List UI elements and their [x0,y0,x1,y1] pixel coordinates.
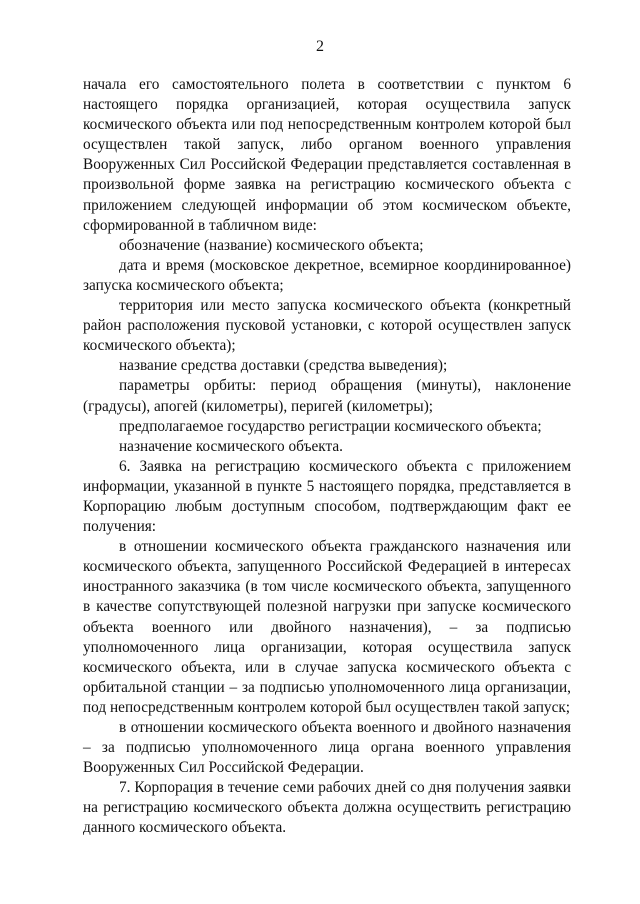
list-item-registration-state: предполагаемое государство регистрации космического объекта; [119,417,542,435]
paragraph-opening: начала его самостоятельного полета в соответствии с пунктом 6 настоящего порядка организацией, которая осуществила запуск космического объекта или под непосредственным контролем которой был осуществлен такой запуск, либо органом военного управления Вооруженных Сил Российской Федерации представляется составленная в произвольной форме заявка на регистрацию космического объекта с приложением следующей информации об этом космическом объекте, сформированной в табличном виде: [83,76,571,234]
page-number: 2 [316,38,324,55]
document-body [83,75,571,839]
paragraph-civil-objects: в отношении космического объекта гражданского назначения или космического объекта, запущенного Российской Федерацией в интересах иностранного заказчика (в том числе космического объекта, запущенного в качестве сопутствующей полезной нагрузки при запуске космического объекта военного или двойного назначения), – за подписью уполномоченного лица организации, которая осуществила запуск космического объекта, или в случае запуска космического объекта с орбитальной станции – за подписью уполномоченного лица организации, под непосредственным контролем которой был осуществлен такой запуск; [83,538,571,716]
list-item-launch-datetime: дата и время (московское декретное, всемирное координированное) запуска космического объекта; [83,256,571,294]
paragraph-clause-7: 7. Корпорация в течение семи рабочих дней со дня получения заявки на регистрацию космического объекта должна осуществить регистрацию данного космического объекта. [83,779,571,837]
list-item-designation: обозначение (название) космического объекта; [119,236,424,254]
list-item-orbit-parameters: параметры орбиты: период обращения (минуты), наклонение (градусы), апогей (километры), перигей (километры); [83,377,571,415]
list-item-launch-vehicle: название средства доставки (средства выведения); [119,357,448,375]
paragraph-clause-6: 6. Заявка на регистрацию космического объекта с приложением информации, указанной в пункте 5 настоящего порядка, представляется в Корпорацию любым доступным способом, подтверждающим факт ее получения: [83,457,571,536]
list-item-launch-territory: территория или место запуска космического объекта (конкретный район расположения пусковой установки, с которой осуществлен запуск космического объекта); [83,297,571,355]
paragraph-military-objects: в отношении космического объекта военного и двойного назначения – за подписью уполномоченного лица органа военного управления Вооруженных Сил Российской Федерации. [83,719,571,777]
list-item-purpose: назначение космического объекта. [119,437,343,455]
